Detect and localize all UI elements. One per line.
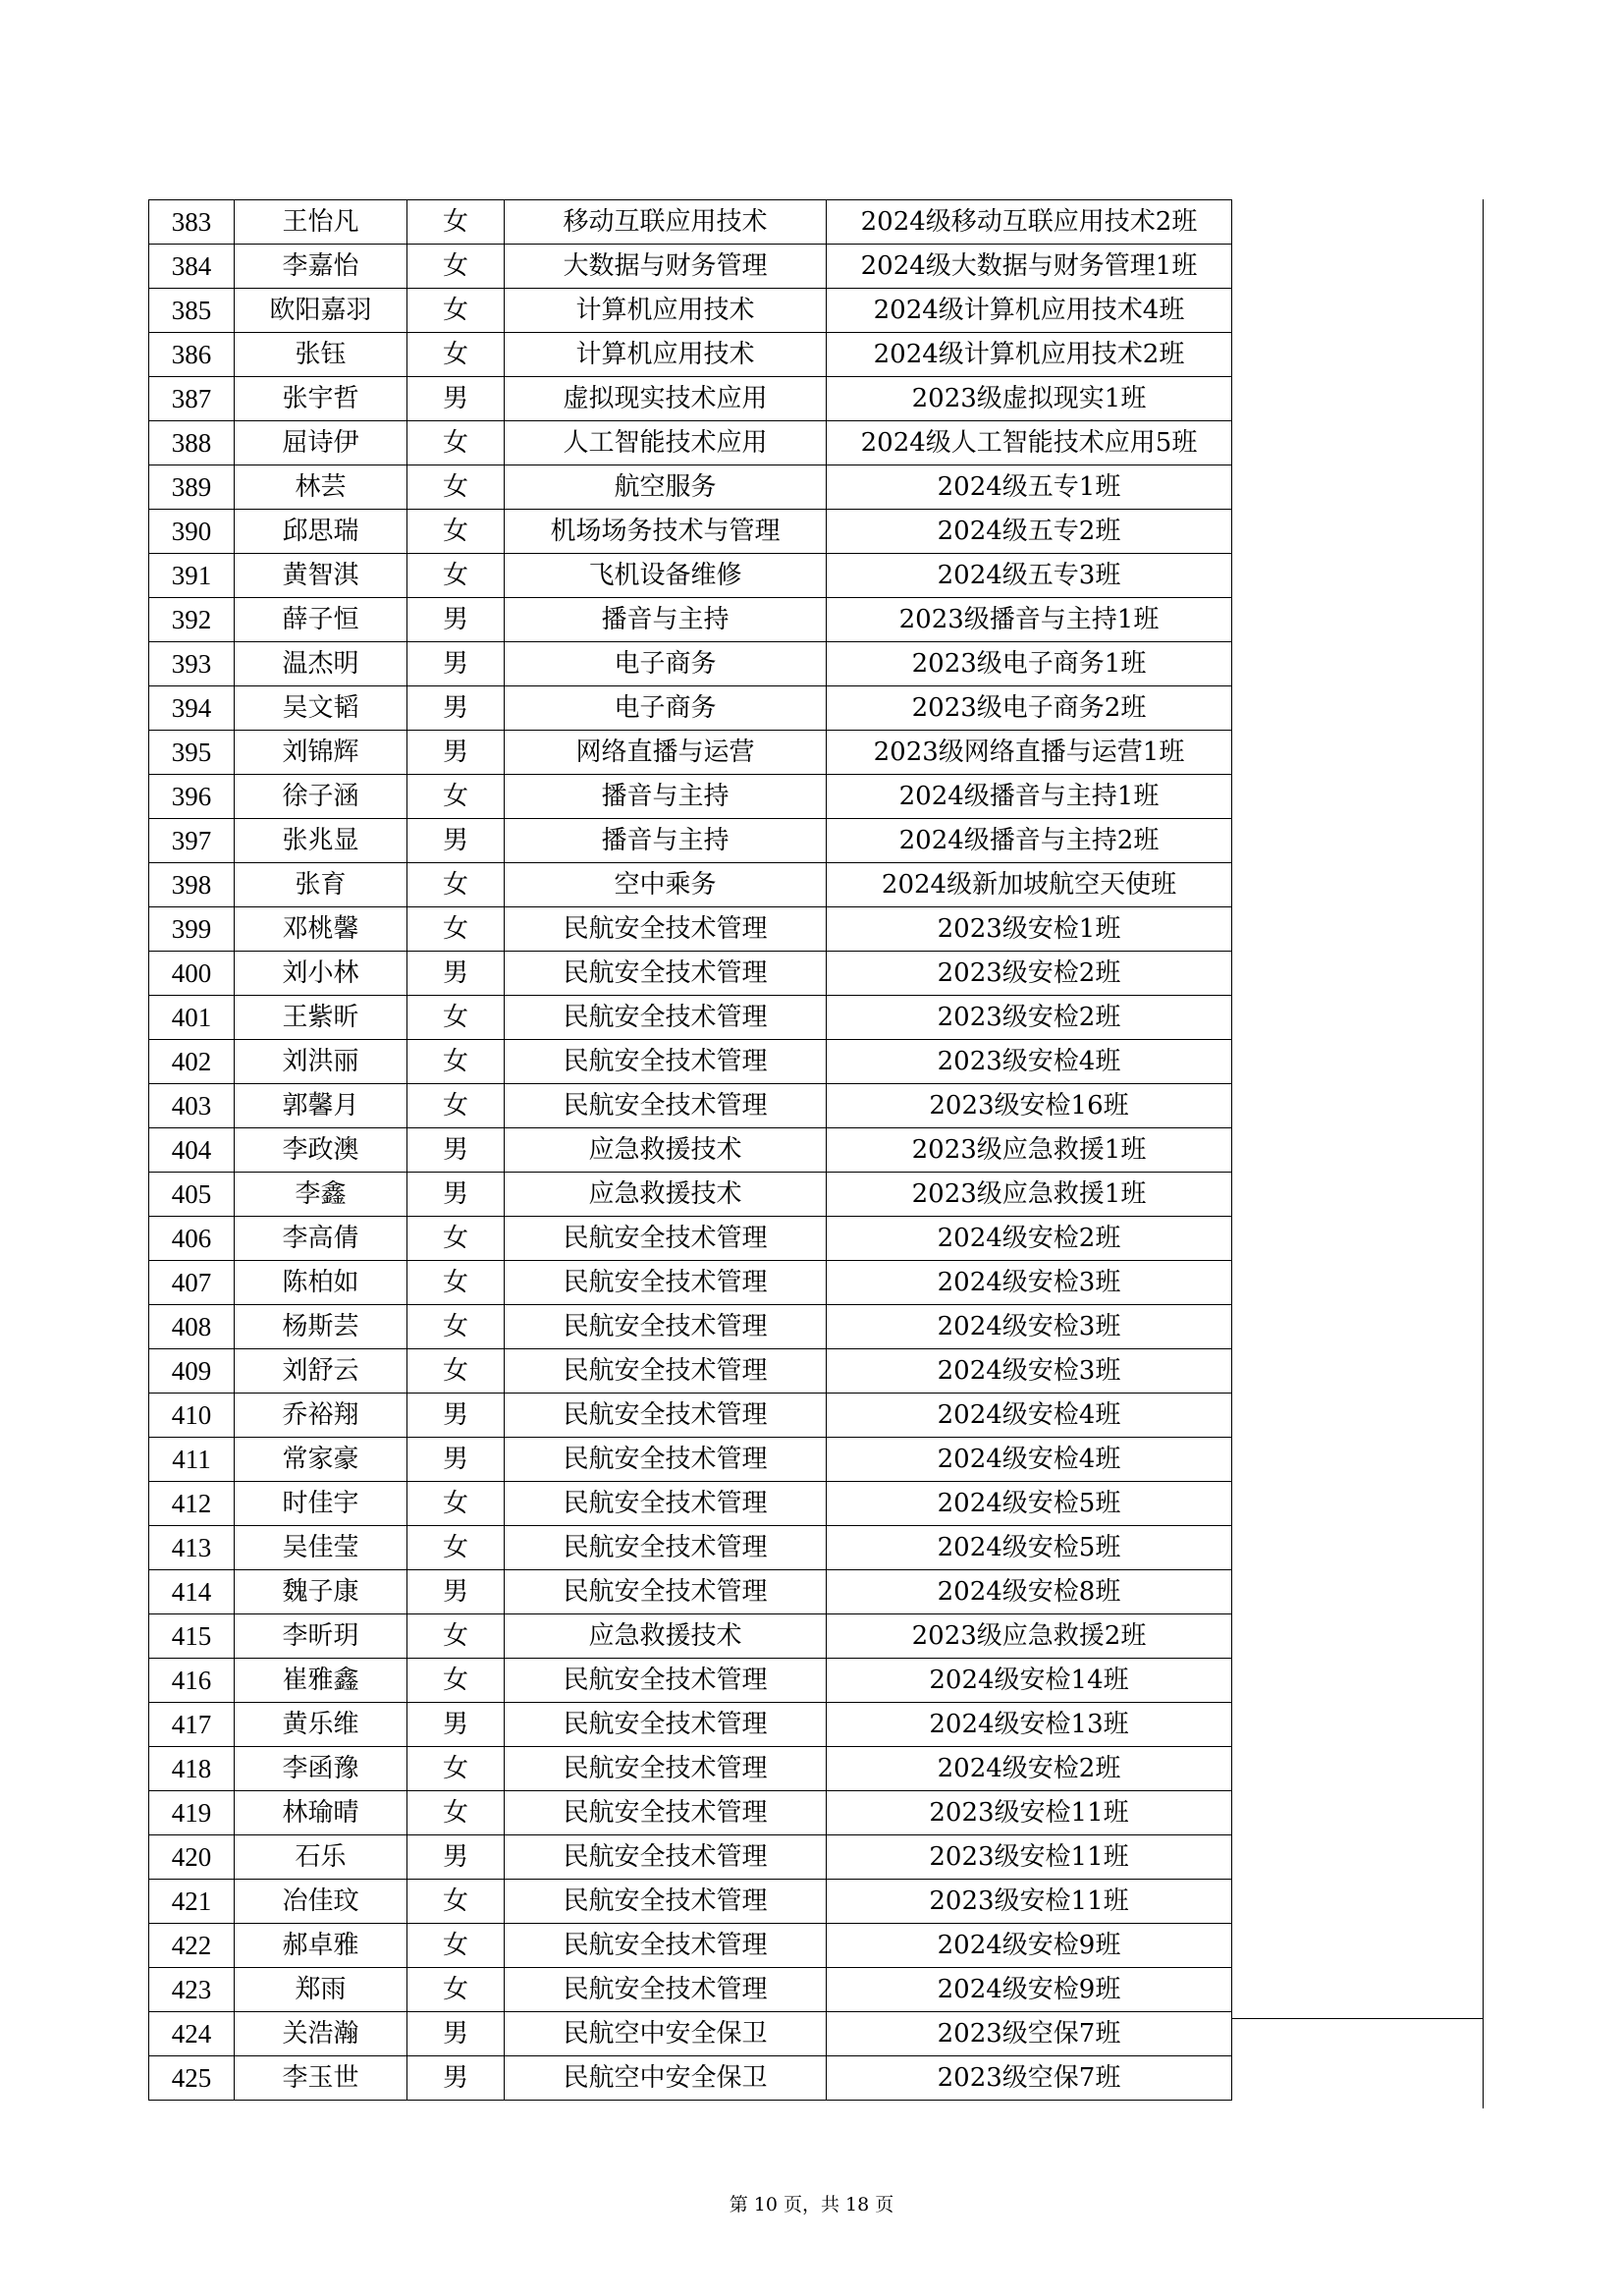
row-number-cell: 416 (149, 1659, 235, 1703)
student-name-cell: 林芸 (235, 465, 407, 510)
class-cell: 2023级电子商务1班 (827, 642, 1232, 686)
major-cell: 民航安全技术管理 (505, 1438, 827, 1482)
student-name-cell: 王怡凡 (235, 200, 407, 245)
student-name-cell: 张育 (235, 863, 407, 907)
gender-cell: 男 (407, 819, 505, 863)
major-cell: 民航安全技术管理 (505, 1305, 827, 1349)
student-name-cell: 王紫昕 (235, 996, 407, 1040)
class-cell: 2024级大数据与财务管理1班 (827, 245, 1232, 289)
gender-cell: 男 (407, 1703, 505, 1747)
row-number-cell: 389 (149, 465, 235, 510)
row-number-cell: 391 (149, 554, 235, 598)
row-number-cell: 421 (149, 1880, 235, 1924)
student-name-cell: 李鑫 (235, 1173, 407, 1217)
student-name-cell: 李高倩 (235, 1217, 407, 1261)
table-row (149, 1394, 1232, 1438)
student-name-cell: 邓桃馨 (235, 907, 407, 952)
student-name-cell: 刘洪丽 (235, 1040, 407, 1084)
gender-cell: 男 (407, 377, 505, 421)
major-cell: 计算机应用技术 (505, 333, 827, 377)
row-number-cell: 386 (149, 333, 235, 377)
gender-cell: 女 (407, 907, 505, 952)
major-cell: 民航安全技术管理 (505, 1526, 827, 1570)
major-cell: 民航安全技术管理 (505, 952, 827, 996)
major-cell: 民航空中安全保卫 (505, 2012, 827, 2056)
major-cell: 机场场务技术与管理 (505, 510, 827, 554)
class-cell: 2024级安检4班 (827, 1394, 1232, 1438)
major-cell: 应急救援技术 (505, 1614, 827, 1659)
major-cell: 民航安全技术管理 (505, 1924, 827, 1968)
student-name-cell: 时佳宇 (235, 1482, 407, 1526)
student-name-cell: 李昕玥 (235, 1614, 407, 1659)
gender-cell: 男 (407, 598, 505, 642)
row-number-cell: 407 (149, 1261, 235, 1305)
gender-cell: 男 (407, 1835, 505, 1880)
gender-cell: 女 (407, 1924, 505, 1968)
table-row (149, 686, 1232, 731)
class-cell: 2023级电子商务2班 (827, 686, 1232, 731)
gender-cell: 女 (407, 333, 505, 377)
major-cell: 播音与主持 (505, 819, 827, 863)
major-cell: 空中乘务 (505, 863, 827, 907)
gender-cell: 女 (407, 421, 505, 465)
gender-cell: 男 (407, 1128, 505, 1173)
major-cell: 民航安全技术管理 (505, 1084, 827, 1128)
gender-cell: 女 (407, 1349, 505, 1394)
class-cell: 2023级安检11班 (827, 1791, 1232, 1835)
class-cell: 2023级安检16班 (827, 1084, 1232, 1128)
major-cell: 民航安全技术管理 (505, 996, 827, 1040)
student-name-cell: 薛子恒 (235, 598, 407, 642)
gender-cell: 男 (407, 642, 505, 686)
class-cell: 2023级空保7班 (827, 2012, 1232, 2056)
table-row (149, 1570, 1232, 1614)
table-row (149, 377, 1232, 421)
class-cell: 2024级五专2班 (827, 510, 1232, 554)
gender-cell: 女 (407, 245, 505, 289)
class-cell: 2024级移动互联应用技术2班 (827, 200, 1232, 245)
student-name-cell: 吴佳莹 (235, 1526, 407, 1570)
class-cell: 2024级安检5班 (827, 1482, 1232, 1526)
table-row (149, 1659, 1232, 1703)
major-cell: 播音与主持 (505, 775, 827, 819)
page-footer: 第 10 页，共 18 页 (729, 2194, 894, 2215)
gender-cell: 女 (407, 775, 505, 819)
student-name-cell: 邱思瑞 (235, 510, 407, 554)
gender-cell: 男 (407, 1438, 505, 1482)
major-cell: 民航安全技术管理 (505, 1880, 827, 1924)
table-row (149, 819, 1232, 863)
table-row (149, 245, 1232, 289)
table-row (149, 731, 1232, 775)
class-cell: 2024级人工智能技术应用5班 (827, 421, 1232, 465)
class-cell: 2023级安检4班 (827, 1040, 1232, 1084)
gender-cell: 男 (407, 952, 505, 996)
gender-cell: 女 (407, 554, 505, 598)
table-row (149, 1835, 1232, 1880)
gender-cell: 女 (407, 1217, 505, 1261)
student-name-cell: 李函豫 (235, 1747, 407, 1791)
row-number-cell: 393 (149, 642, 235, 686)
class-cell: 2024级五专1班 (827, 465, 1232, 510)
gender-cell: 女 (407, 1040, 505, 1084)
student-name-cell: 林瑜晴 (235, 1791, 407, 1835)
table-row (149, 1217, 1232, 1261)
class-cell: 2024级安检3班 (827, 1305, 1232, 1349)
row-number-cell: 401 (149, 996, 235, 1040)
class-cell: 2024级安检2班 (827, 1217, 1232, 1261)
student-name-cell: 崔雅鑫 (235, 1659, 407, 1703)
major-cell: 人工智能技术应用 (505, 421, 827, 465)
student-name-cell: 冶佳玟 (235, 1880, 407, 1924)
gender-cell: 女 (407, 996, 505, 1040)
student-name-cell: 李嘉怡 (235, 245, 407, 289)
major-cell: 计算机应用技术 (505, 289, 827, 333)
row-number-cell: 412 (149, 1482, 235, 1526)
table-row (149, 1968, 1232, 2012)
student-name-cell: 徐子涵 (235, 775, 407, 819)
table-row (149, 1924, 1232, 1968)
class-cell: 2024级播音与主持1班 (827, 775, 1232, 819)
gender-cell: 女 (407, 863, 505, 907)
gender-cell: 女 (407, 1747, 505, 1791)
row-number-cell: 385 (149, 289, 235, 333)
major-cell: 大数据与财务管理 (505, 245, 827, 289)
major-cell: 电子商务 (505, 686, 827, 731)
row-number-cell: 388 (149, 421, 235, 465)
table-row (149, 1040, 1232, 1084)
class-cell: 2023级虚拟现实1班 (827, 377, 1232, 421)
gender-cell: 女 (407, 510, 505, 554)
table-row (149, 996, 1232, 1040)
class-cell: 2023级空保7班 (827, 2056, 1232, 2101)
gender-cell: 女 (407, 200, 505, 245)
gender-cell: 女 (407, 1526, 505, 1570)
major-cell: 民航安全技术管理 (505, 1394, 827, 1438)
major-cell: 民航安全技术管理 (505, 1791, 827, 1835)
row-number-cell: 383 (149, 200, 235, 245)
row-number-cell: 394 (149, 686, 235, 731)
class-cell: 2024级计算机应用技术4班 (827, 289, 1232, 333)
table-row (149, 1747, 1232, 1791)
row-number-cell: 398 (149, 863, 235, 907)
gender-cell: 男 (407, 1394, 505, 1438)
student-name-cell: 温杰明 (235, 642, 407, 686)
major-cell: 民航安全技术管理 (505, 1968, 827, 2012)
row-number-cell: 402 (149, 1040, 235, 1084)
class-cell: 2023级安检11班 (827, 1835, 1232, 1880)
row-number-cell: 413 (149, 1526, 235, 1570)
table-row (149, 554, 1232, 598)
major-cell: 移动互联应用技术 (505, 200, 827, 245)
row-number-cell: 392 (149, 598, 235, 642)
row-number-cell: 420 (149, 1835, 235, 1880)
major-cell: 应急救援技术 (505, 1128, 827, 1173)
student-name-cell: 黄乐维 (235, 1703, 407, 1747)
table-row (149, 863, 1232, 907)
row-number-cell: 424 (149, 2012, 235, 2056)
class-cell: 2024级安检4班 (827, 1438, 1232, 1482)
class-cell: 2023级应急救援1班 (827, 1173, 1232, 1217)
major-cell: 播音与主持 (505, 598, 827, 642)
table-row (149, 907, 1232, 952)
row-number-cell: 410 (149, 1394, 235, 1438)
table-row (149, 1305, 1232, 1349)
class-cell: 2023级安检2班 (827, 996, 1232, 1040)
row-number-cell: 399 (149, 907, 235, 952)
class-cell: 2023级应急救援2班 (827, 1614, 1232, 1659)
table-row (149, 1526, 1232, 1570)
table-row (149, 1173, 1232, 1217)
student-name-cell: 常家豪 (235, 1438, 407, 1482)
table-side-rule (1231, 2018, 1483, 2019)
row-number-cell: 419 (149, 1791, 235, 1835)
table-row (149, 642, 1232, 686)
roster-body (149, 200, 1232, 2101)
table-row (149, 421, 1232, 465)
class-cell: 2024级安检9班 (827, 1924, 1232, 1968)
class-cell: 2024级安检14班 (827, 1659, 1232, 1703)
major-cell: 航空服务 (505, 465, 827, 510)
row-number-cell: 415 (149, 1614, 235, 1659)
row-number-cell: 422 (149, 1924, 235, 1968)
major-cell: 民航安全技术管理 (505, 1570, 827, 1614)
table-row (149, 1703, 1232, 1747)
gender-cell: 女 (407, 1084, 505, 1128)
gender-cell: 男 (407, 686, 505, 731)
class-cell: 2023级播音与主持1班 (827, 598, 1232, 642)
class-cell: 2024级安检5班 (827, 1526, 1232, 1570)
major-cell: 电子商务 (505, 642, 827, 686)
major-cell: 网络直播与运营 (505, 731, 827, 775)
table-row (149, 952, 1232, 996)
major-cell: 民航空中安全保卫 (505, 2056, 827, 2101)
class-cell: 2024级播音与主持2班 (827, 819, 1232, 863)
table-row (149, 200, 1232, 245)
gender-cell: 女 (407, 465, 505, 510)
student-name-cell: 刘舒云 (235, 1349, 407, 1394)
gender-cell: 男 (407, 2012, 505, 2056)
table-row (149, 289, 1232, 333)
table-row (149, 1482, 1232, 1526)
gender-cell: 女 (407, 289, 505, 333)
class-cell: 2023级网络直播与运营1班 (827, 731, 1232, 775)
major-cell: 飞机设备维修 (505, 554, 827, 598)
major-cell: 民航安全技术管理 (505, 1349, 827, 1394)
row-number-cell: 395 (149, 731, 235, 775)
table-row (149, 465, 1232, 510)
row-number-cell: 414 (149, 1570, 235, 1614)
table-row (149, 775, 1232, 819)
row-number-cell: 396 (149, 775, 235, 819)
gender-cell: 男 (407, 1173, 505, 1217)
row-number-cell: 384 (149, 245, 235, 289)
major-cell: 民航安全技术管理 (505, 1261, 827, 1305)
student-name-cell: 杨斯芸 (235, 1305, 407, 1349)
row-number-cell: 425 (149, 2056, 235, 2101)
class-cell: 2023级安检2班 (827, 952, 1232, 996)
gender-cell: 女 (407, 1791, 505, 1835)
major-cell: 民航安全技术管理 (505, 1703, 827, 1747)
table-right-rule (1483, 199, 1484, 2108)
class-cell: 2023级安检11班 (827, 1880, 1232, 1924)
class-cell: 2024级安检2班 (827, 1747, 1232, 1791)
row-number-cell: 400 (149, 952, 235, 996)
major-cell: 虚拟现实技术应用 (505, 377, 827, 421)
row-number-cell: 409 (149, 1349, 235, 1394)
table-row (149, 1128, 1232, 1173)
student-name-cell: 郭馨月 (235, 1084, 407, 1128)
row-number-cell: 405 (149, 1173, 235, 1217)
table-row (149, 598, 1232, 642)
table-row (149, 1084, 1232, 1128)
gender-cell: 女 (407, 1482, 505, 1526)
student-name-cell: 黄智淇 (235, 554, 407, 598)
table-row (149, 1880, 1232, 1924)
major-cell: 应急救援技术 (505, 1173, 827, 1217)
major-cell: 民航安全技术管理 (505, 1747, 827, 1791)
class-cell: 2024级计算机应用技术2班 (827, 333, 1232, 377)
table-row (149, 510, 1232, 554)
row-number-cell: 411 (149, 1438, 235, 1482)
student-name-cell: 郝卓雅 (235, 1924, 407, 1968)
gender-cell: 女 (407, 1659, 505, 1703)
gender-cell: 女 (407, 1614, 505, 1659)
row-number-cell: 423 (149, 1968, 235, 2012)
student-name-cell: 陈柏如 (235, 1261, 407, 1305)
gender-cell: 女 (407, 1968, 505, 2012)
class-cell: 2024级安检13班 (827, 1703, 1232, 1747)
table-row (149, 2056, 1232, 2101)
student-name-cell: 张钰 (235, 333, 407, 377)
row-number-cell: 390 (149, 510, 235, 554)
major-cell: 民航安全技术管理 (505, 1040, 827, 1084)
class-cell: 2024级安检8班 (827, 1570, 1232, 1614)
row-number-cell: 404 (149, 1128, 235, 1173)
class-cell: 2024级五专3班 (827, 554, 1232, 598)
class-cell: 2024级安检9班 (827, 1968, 1232, 2012)
major-cell: 民航安全技术管理 (505, 907, 827, 952)
gender-cell: 女 (407, 1305, 505, 1349)
class-cell: 2024级安检3班 (827, 1349, 1232, 1394)
table-row (149, 1791, 1232, 1835)
student-name-cell: 张兆显 (235, 819, 407, 863)
table-row (149, 1261, 1232, 1305)
gender-cell: 男 (407, 1570, 505, 1614)
student-name-cell: 刘小林 (235, 952, 407, 996)
roster-table (148, 199, 1232, 2101)
row-number-cell: 403 (149, 1084, 235, 1128)
student-name-cell: 吴文韬 (235, 686, 407, 731)
class-cell: 2023级应急救援1班 (827, 1128, 1232, 1173)
student-name-cell: 李玉世 (235, 2056, 407, 2101)
table-row (149, 2012, 1232, 2056)
row-number-cell: 408 (149, 1305, 235, 1349)
student-name-cell: 刘锦辉 (235, 731, 407, 775)
student-name-cell: 石乐 (235, 1835, 407, 1880)
student-name-cell: 乔裕翔 (235, 1394, 407, 1438)
student-name-cell: 屈诗伊 (235, 421, 407, 465)
student-name-cell: 欧阳嘉羽 (235, 289, 407, 333)
table-row (149, 1349, 1232, 1394)
student-name-cell: 魏子康 (235, 1570, 407, 1614)
gender-cell: 女 (407, 1880, 505, 1924)
class-cell: 2023级安检1班 (827, 907, 1232, 952)
major-cell: 民航安全技术管理 (505, 1835, 827, 1880)
class-cell: 2024级安检3班 (827, 1261, 1232, 1305)
gender-cell: 男 (407, 731, 505, 775)
student-name-cell: 李政澳 (235, 1128, 407, 1173)
row-number-cell: 418 (149, 1747, 235, 1791)
major-cell: 民航安全技术管理 (505, 1217, 827, 1261)
major-cell: 民航安全技术管理 (505, 1482, 827, 1526)
row-number-cell: 417 (149, 1703, 235, 1747)
table-row (149, 1438, 1232, 1482)
major-cell: 民航安全技术管理 (505, 1659, 827, 1703)
class-cell: 2024级新加坡航空天使班 (827, 863, 1232, 907)
gender-cell: 男 (407, 2056, 505, 2101)
row-number-cell: 406 (149, 1217, 235, 1261)
row-number-cell: 387 (149, 377, 235, 421)
row-number-cell: 397 (149, 819, 235, 863)
table-row (149, 1614, 1232, 1659)
student-name-cell: 张宇哲 (235, 377, 407, 421)
student-name-cell: 关浩瀚 (235, 2012, 407, 2056)
table-row (149, 333, 1232, 377)
student-name-cell: 郑雨 (235, 1968, 407, 2012)
gender-cell: 女 (407, 1261, 505, 1305)
